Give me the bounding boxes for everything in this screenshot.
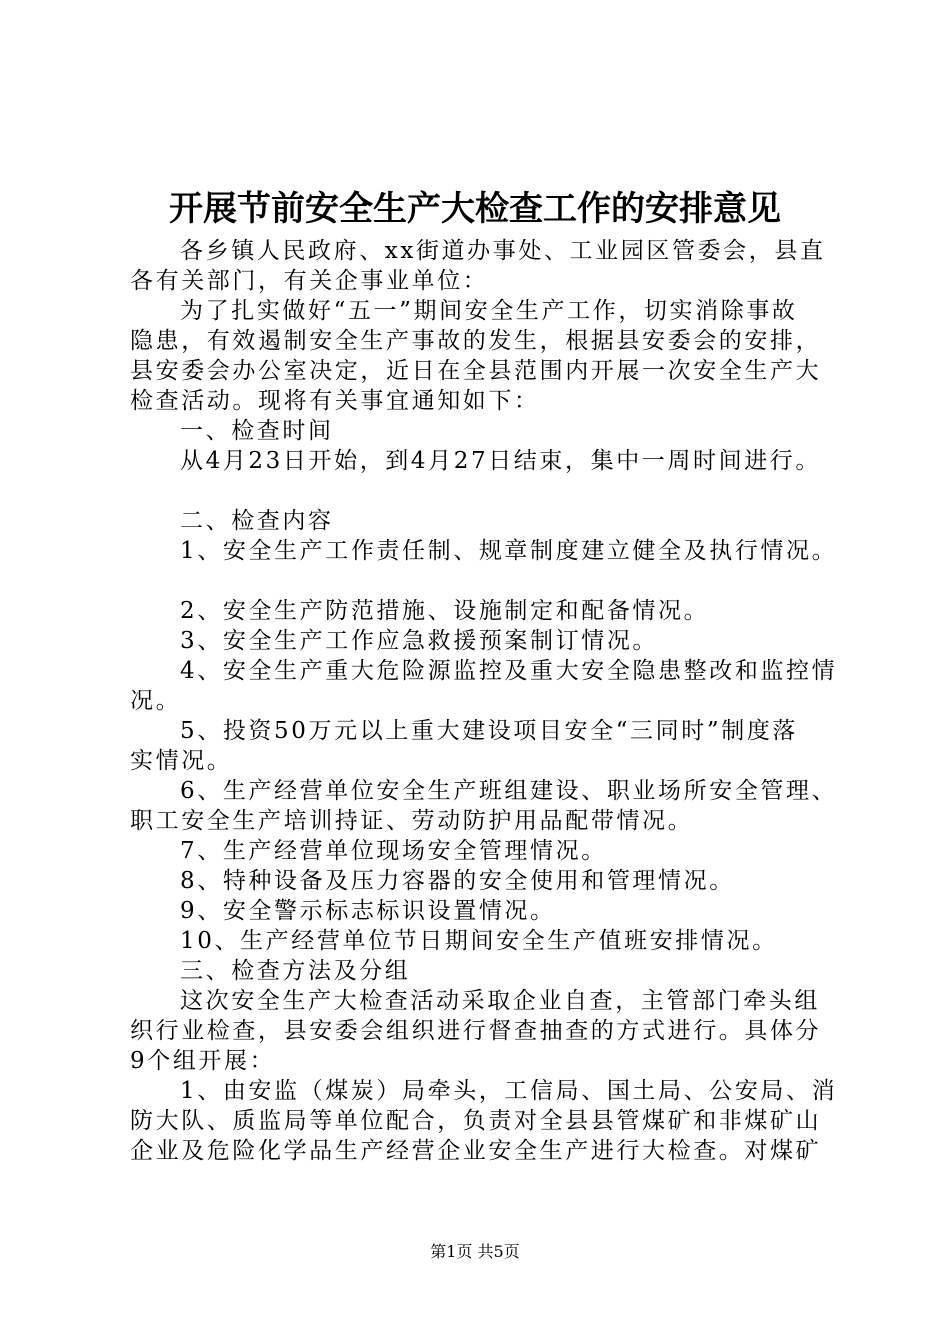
paragraph-line: 隐患，有效遏制安全生产事故的发生，根据县安委会的安排， xyxy=(130,328,822,354)
list-item: 1、由安监（煤炭）局牵头，工信局、国土局、公安局、消 xyxy=(180,1078,838,1104)
paragraph-line: 县安委会办公室决定，近日在全县范围内开展一次安全生产大 xyxy=(130,358,822,384)
list-item: 3、安全生产工作应急救援预案制订情况。 xyxy=(180,628,659,654)
list-item: 1、安全生产工作责任制、规章制度建立健全及执行情况。 xyxy=(180,538,838,564)
page-footer: 第1页 共5页 xyxy=(430,1242,520,1261)
list-item-continuation: 防大队、质监局等单位配合，负责对全县县管煤矿和非煤矿山 xyxy=(130,1108,822,1134)
document-body xyxy=(130,236,838,1166)
section-heading: 三、检查方法及分组 xyxy=(180,958,411,984)
list-item: 10、生产经营单位节日期间安全生产值班安排情况。 xyxy=(180,928,778,954)
list-item: 9、安全警示标志标识设置情况。 xyxy=(180,898,556,924)
paragraph-line: 织行业检查，县安委会组织进行督查抽查的方式进行。具体分 xyxy=(130,1018,822,1044)
list-item: 7、生产经营单位现场安全管理情况。 xyxy=(180,838,607,864)
paragraph-line: 检查活动。现将有关事宜通知如下： xyxy=(130,388,540,414)
paragraph-line: 为了扎实做好“五一”期间安全生产工作，切实消除事故 xyxy=(180,298,798,324)
paragraph-line: 各有关部门，有关企事业单位： xyxy=(130,268,489,294)
list-item: 4、安全生产重大危险源监控及重大安全隐患整改和监控情 xyxy=(180,658,838,684)
section-heading: 二、检查内容 xyxy=(180,508,334,534)
list-item: 8、特种设备及压力容器的安全使用和管理情况。 xyxy=(180,868,735,894)
document-title: 开展节前安全生产大检查工作的安排意见 xyxy=(169,189,781,229)
list-item-continuation: 况。 xyxy=(130,688,182,714)
list-item-continuation: 职工安全生产培训持证、劳动防护用品配带情况。 xyxy=(130,808,694,834)
list-item-continuation: 实情况。 xyxy=(130,748,233,774)
list-item: 5、投资50万元以上重大建设项目安全“三同时”制度落 xyxy=(180,718,799,744)
paragraph-line: 9个组开展： xyxy=(130,1048,276,1074)
paragraph-line: 从4月23日开始，到4月27日结束，集中一周时间进行。 xyxy=(180,448,821,474)
list-item: 2、安全生产防范措施、设施制定和配备情况。 xyxy=(180,598,710,624)
paragraph-line: 各乡镇人民政府、xx街道办事处、工业园区管委会，县直 xyxy=(180,238,826,264)
list-item-continuation: 企业及危险化学品生产经营企业安全生产进行大检查。对煤矿 xyxy=(130,1138,822,1164)
paragraph-line: 这次安全生产大检查活动采取企业自查，主管部门牵头组 xyxy=(180,988,820,1014)
list-item: 6、生产经营单位安全生产班组建设、职业场所安全管理、 xyxy=(180,778,838,804)
section-heading: 一、检查时间 xyxy=(180,418,334,444)
